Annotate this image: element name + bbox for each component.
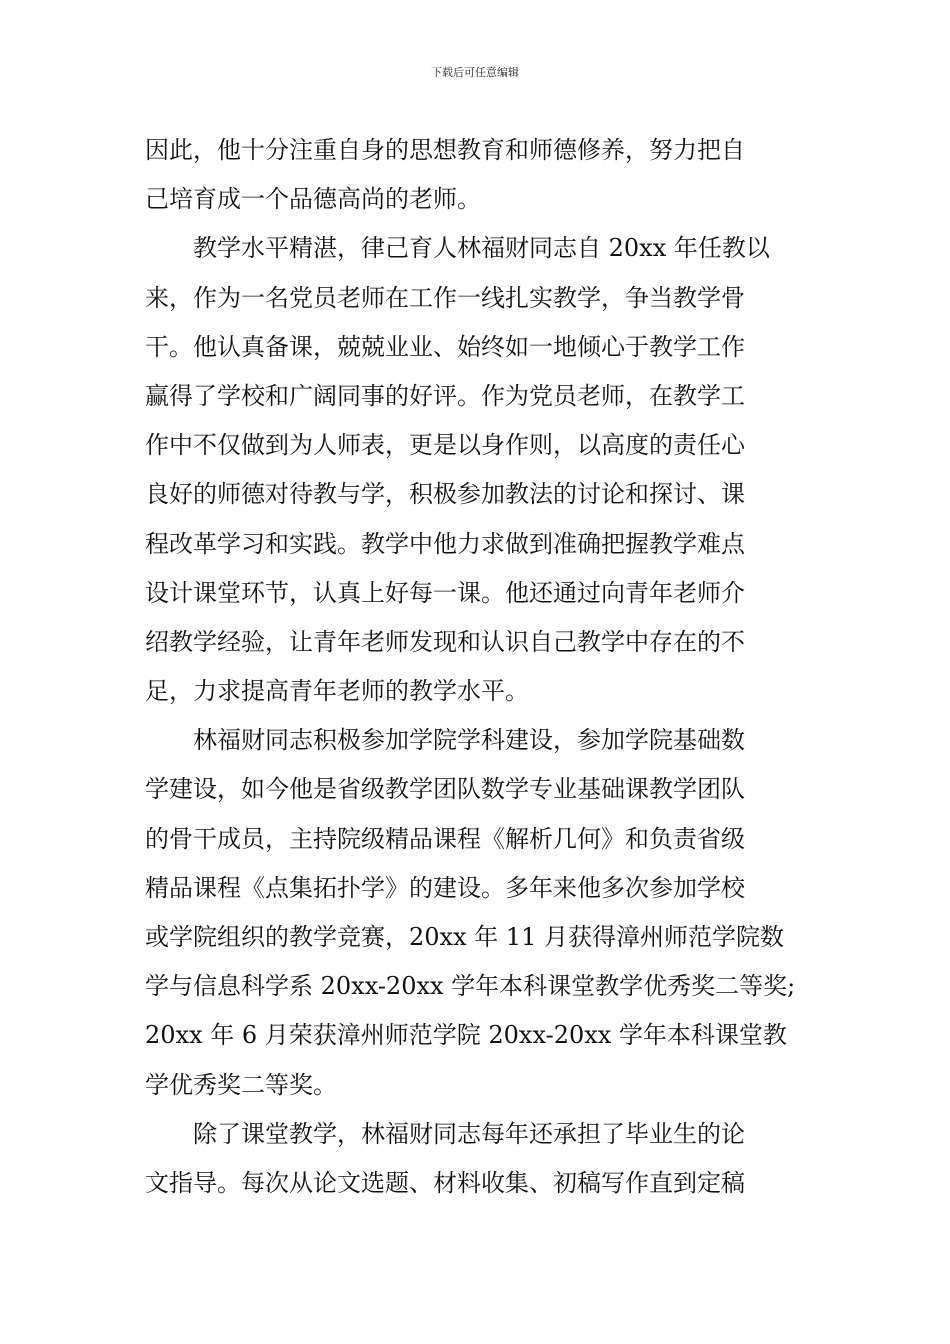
text-line: 林福财同志积极参加学院学科建设，参加学院基础数 bbox=[145, 726, 745, 755]
text-line: 20xx 年 6 月荣获漳州师范学院 20xx-20xx 学年本科课堂教 bbox=[145, 1021, 787, 1050]
text-line: 干。他认真备课，兢兢业业、始终如一地倾心于教学工作 bbox=[145, 332, 745, 361]
text-line: 文指导。每次从论文选题、材料收集、初稿写作直到定稿 bbox=[145, 1168, 745, 1197]
text-line: 良好的师德对待教与学，积极参加教法的讨论和探讨、课 bbox=[145, 480, 745, 509]
page-header: 下载后可任意编辑 bbox=[431, 66, 519, 79]
text-line: 足，力求提高青年老师的教学水平。 bbox=[145, 677, 529, 706]
text-line: 己培育成一个品德高尚的老师。 bbox=[145, 185, 481, 214]
text-line: 学建设，如今他是省级教学团队数学专业基础课教学团队 bbox=[145, 775, 745, 804]
text-line: 或学院组织的教学竞赛，20xx 年 11 月获得漳州师范学院数 bbox=[145, 923, 785, 951]
text-line: 作中不仅做到为人师表，更是以身作则，以高度的责任心 bbox=[145, 431, 745, 460]
text-line: 赢得了学校和广阔同事的好评。作为党员老师，在教学工 bbox=[145, 381, 745, 410]
text-line: 设计课堂环节，认真上好每一课。他还通过向青年老师介 bbox=[145, 578, 745, 607]
text-line: 程改革学习和实践。教学中他力求做到准确把握教学难点 bbox=[145, 529, 745, 558]
text-line: 教学水平精湛，律己育人林福财同志自 20xx 年任教以 bbox=[145, 234, 770, 263]
text-line: 精品课程《点集拓扑学》的建设。多年来他多次参加学校 bbox=[145, 873, 745, 902]
text-line: 的骨干成员，主持院级精品课程《解析几何》和负责省级 bbox=[145, 824, 745, 853]
text-line: 来，作为一名党员老师在工作一线扎实教学，争当教学骨 bbox=[145, 283, 745, 312]
document-body bbox=[145, 126, 825, 1208]
text-line: 除了课堂教学，林福财同志每年还承担了毕业生的论 bbox=[145, 1119, 745, 1148]
text-line: 因此，他十分注重自身的思想教育和师德修养，努力把自 bbox=[145, 136, 745, 164]
text-line: 学优秀奖二等奖。 bbox=[145, 1070, 337, 1099]
text-line: 学与信息科学系 20xx-20xx 学年本科课堂教学优秀奖二等奖; bbox=[145, 972, 796, 1001]
text-line: 绍教学经验，让青年老师发现和认识自己教学中存在的不 bbox=[145, 627, 745, 656]
